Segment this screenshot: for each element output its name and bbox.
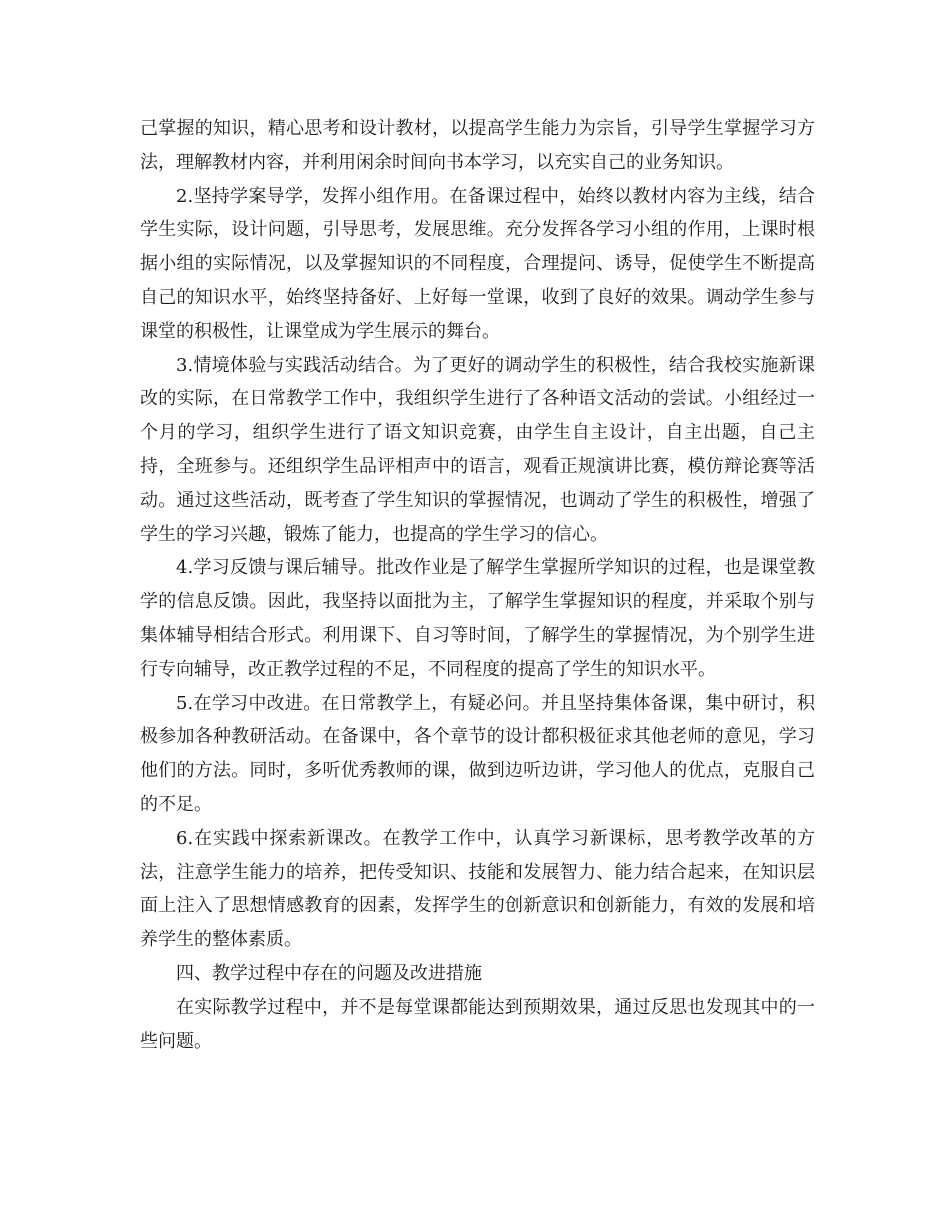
paragraph-intro: 在实际教学过程中，并不是每堂课都能达到预期效果，通过反思也发现其中的一些问题。 (140, 996, 815, 1052)
section-heading: 四、教学过程中存在的问题及改进措施 (176, 962, 482, 984)
paragraph-item-2: 2.坚持学案导学，发挥小组作用。在备课过程中，始终以教材内容为主线，结合学生实际，设计问题，引导思考，发展思维。充分发挥各学习小组的作用，上课时根据小组的实际情况，以及掌握知识的不同程度，合理提问、诱导，促使学生不断提高自己的知识水平，始终坚持备好、上好每一堂课，收到了良好的效果。调动学生参与课堂的积极性，让课堂成为学生展示的舞台。 (140, 185, 815, 342)
paragraph-item-5: 5.在学习中改进。在日常教学上，有疑必问。并且坚持集体备课，集中研讨，积极参加各种教研活动。在备课中，各个章节的设计都积极征求其他老师的意见，学习他们的方法。同时，多听优秀教师的课，做到边听边讲，学习他人的优点，克服自己的不足。 (140, 692, 815, 815)
paragraph-item-6: 6.在实践中探索新课改。在教学工作中，认真学习新课标，思考教学改革的方法，注意学生能力的培养，把传受知识、技能和发展智力、能力结合起来，在知识层面上注入了思想情感教育的因素，发挥学生的创新意识和创新能力，有效的发展和培养学生的整体素质。 (140, 827, 815, 951)
document-body (140, 112, 815, 1058)
paragraph-item-3: 3.情境体验与实践活动结合。为了更好的调动学生的积极性，结合我校实施新课改的实际，在日常教学工作中，我组织学生进行了各种语文活动的尝试。小组经过一个月的学习，组织学生进行了语文知识竞赛，由学生自主设计，自主出题，自己主持，全班参与。还组织学生品评相声中的语言，观看正规演讲比赛，模仿辩论赛等活动。通过这些活动，既考查了学生知识的掌握情况，也调动了学生的积极性，增强了学生的学习兴趣，锻炼了能力，也提高的学生学习的信心。 (140, 354, 815, 545)
paragraph-continued: 己掌握的知识，精心思考和设计教材，以提高学生能力为宗旨，引导学生掌握学习方法，理解教材内容，并利用闲余时间向书本学习，以充实自己的业务知识。 (140, 118, 815, 173)
paragraph-item-4: 4.学习反馈与课后辅导。批改作业是了解学生掌握所学知识的过程，也是课堂教学的信息反馈。因此，我坚持以面批为主，了解学生掌握知识的程度，并采取个别与集体辅导相结合形式。利用课下、自习等时间，了解学生的掌握情况，为个别学生进行专向辅导，改正教学过程的不足，不同程度的提高了学生的知识水平。 (140, 557, 815, 680)
